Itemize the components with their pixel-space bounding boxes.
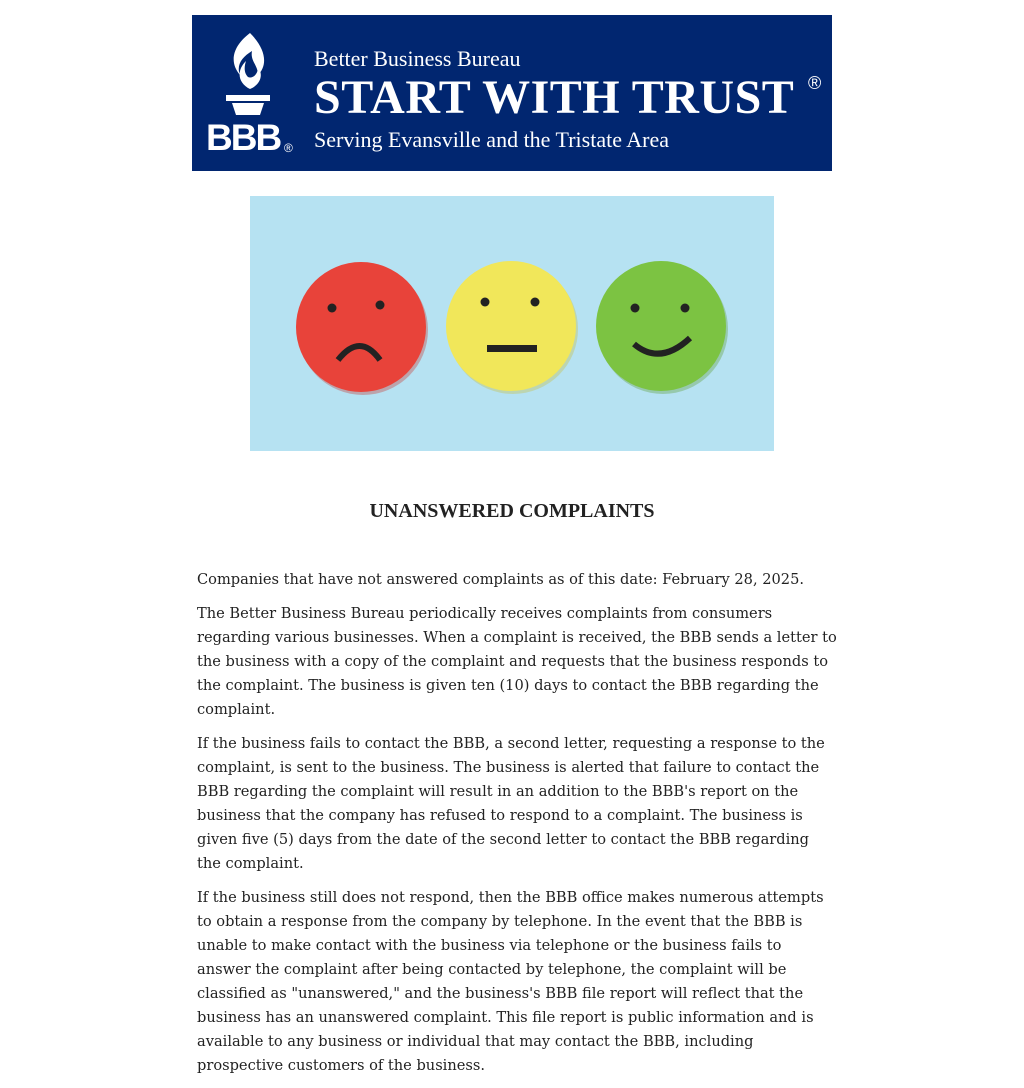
article-body — [197, 568, 837, 1088]
paragraph-unanswered: If the business still does not respond, then the BBB office makes numerous attempts to obtain a response from the company by telephone. In the event that the BBB is unable to make contact with the business via telephone or the business fails to answer the complaint after being contacted by telephone, the complaint will be classified as "unanswered," and the business's BBB file report will reflect that the business has an unanswered complaint. This file report is public information and is available to any business or individual that may contact the BBB, including prospective customers of the business. — [197, 889, 824, 1074]
neutral-face-icon — [446, 261, 578, 394]
slogan-registered-mark: ® — [808, 73, 822, 93]
paragraph-first-letter: The Better Business Bureau periodically receives complaints from consumers regarding various businesses. When a complaint is received, the BBB sends a letter to the business with a copy of the complaint and requests that the business responds to the complaint. The business is given ten (10) days to contact the BBB regarding the complaint. — [197, 605, 837, 718]
bbb-logo-text: BBB — [206, 117, 281, 158]
torch-icon — [206, 31, 300, 121]
sad-face-icon — [296, 262, 428, 395]
organization-name: Better Business Bureau — [314, 46, 521, 71]
slogan: START WITH TRUST — [314, 71, 795, 124]
faces-illustration — [250, 196, 774, 451]
hero-image — [250, 196, 774, 451]
bbb-logo — [206, 31, 300, 157]
happy-face-icon — [596, 261, 728, 394]
service-area: Serving Evansville and the Tristate Area — [314, 127, 669, 152]
paragraph-second-letter: If the business fails to contact the BBB, a second letter, requesting a response to the complaint, is sent to the business. The business is alerted that failure to contact the BBB regarding the complaint will result in an addition to the BBB's report on the business that the company has refused to respond to a complaint. The business is given five (5) days from the date of the second letter to contact the BBB regarding the complaint. — [197, 735, 825, 872]
bbb-banner — [192, 15, 832, 171]
page-title: UNANSWERED COMPLAINTS — [369, 500, 655, 522]
registered-mark: ® — [284, 141, 293, 155]
paragraph-date: Companies that have not answered complaints as of this date: February 28, 2025. — [197, 571, 805, 588]
